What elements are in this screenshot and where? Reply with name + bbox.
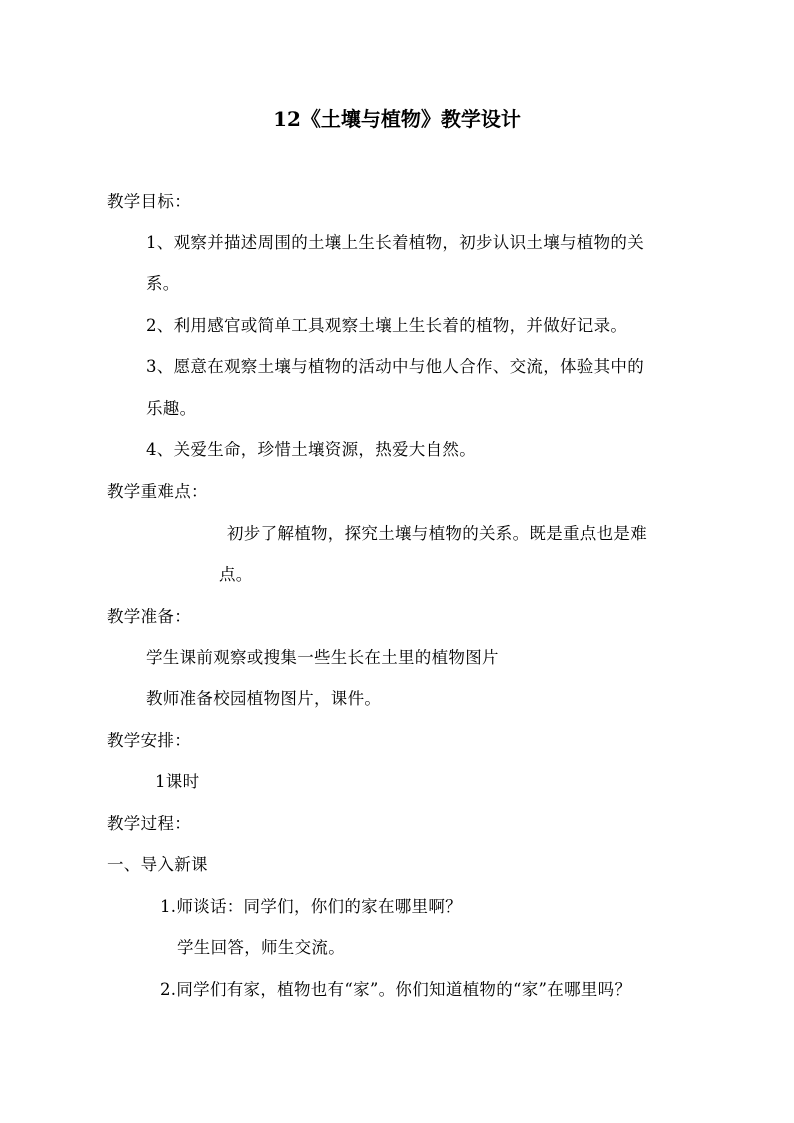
schedule-value: 1课时 [155,772,200,791]
objective-line-4: 4、关爱生命，珍惜土壤资源，热爱大自然。 [146,440,476,459]
objective-line-3-cont: 乐趣。 [146,399,197,418]
preparation-line-1: 学生课前观察或搜集一些生长在土里的植物图片 [146,648,499,667]
objective-line-1-cont: 系。 [146,274,180,293]
key-points-heading: 教学重难点： [107,482,208,501]
key-points-line-1: 初步了解植物，探究土壤与植物的关系。既是重点也是难 [227,524,647,543]
schedule-heading: 教学安排： [107,731,191,750]
section-1-heading: 一、导入新课 [107,855,208,874]
objective-line-2: 2、利用感官或简单工具观察土壤上生长着的植物，并做好记录。 [146,316,628,335]
objective-line-1: 1、观察并描述周围的土壤上生长着植物，初步认识土壤与植物的关 [146,233,644,252]
process-heading: 教学过程： [107,814,191,833]
preparation-heading: 教学准备： [107,607,191,626]
process-line-2: 学生回答，师生交流。 [177,938,345,957]
process-line-3: 2.同学们有家，植物也有“家”。你们知道植物的“家”在哪里吗？ [160,980,632,999]
process-line-1: 1.师谈话：同学们，你们的家在哪里啊？ [160,897,462,916]
document-title: 12《土壤与植物》教学设计 [273,107,521,131]
objective-line-3: 3、愿意在观察土壤与植物的活动中与他人合作、交流，体验其中的 [146,357,644,376]
key-points-line-2: 点。 [219,565,253,584]
objectives-heading: 教学目标： [107,192,191,211]
preparation-line-2: 教师准备校园植物图片，课件。 [146,689,382,708]
